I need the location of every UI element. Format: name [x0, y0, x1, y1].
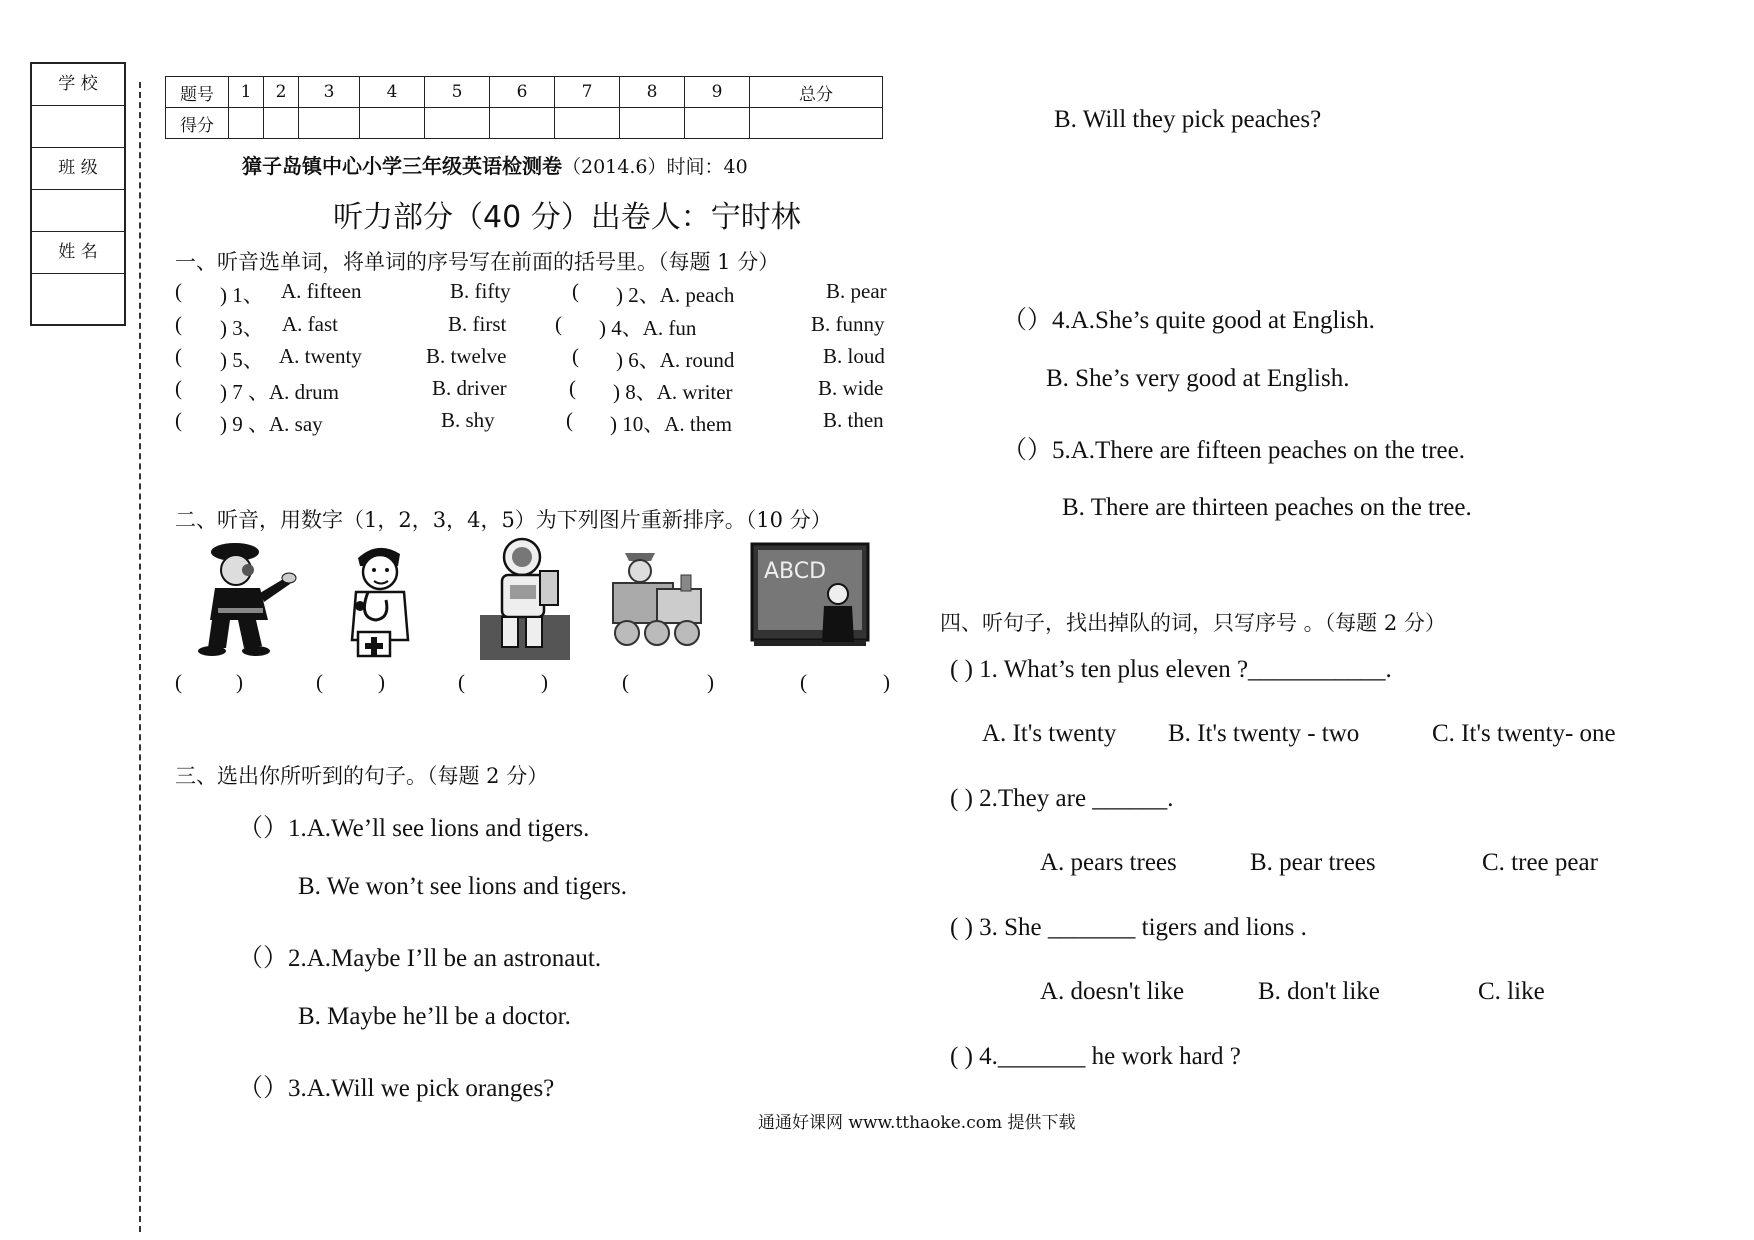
- answer-bracket-close[interactable]: ): [707, 670, 714, 694]
- list-item: ) 9 、A. say: [220, 412, 323, 436]
- section3-item: （）4.A.She’s quite good at English.: [1002, 307, 1375, 334]
- table-header-cell: 4: [360, 77, 425, 108]
- answer-bracket-close[interactable]: ): [883, 670, 890, 694]
- class-label: 班 级: [32, 148, 124, 190]
- section4-question-3: ( ) 3. She _______ tigers and lions .: [950, 914, 1307, 941]
- list-item: B. pear: [826, 279, 887, 303]
- section4-heading: 四、听句子，找出掉队的词，只写序号 。（每题 2 分）: [940, 611, 1446, 635]
- school-label: 学 校: [32, 64, 124, 106]
- section3-item: B. We won’t see lions and tigers.: [298, 873, 627, 900]
- list-item: (: [572, 344, 579, 368]
- list-item: (: [175, 376, 182, 400]
- teacher-image: [750, 542, 870, 650]
- score-cell[interactable]: [750, 108, 883, 139]
- school-field[interactable]: [32, 106, 124, 148]
- list-item: (: [572, 279, 579, 303]
- answer-bracket-close[interactable]: ): [541, 670, 548, 694]
- policeman-image: [190, 538, 300, 658]
- table-header-cell: 6: [490, 77, 555, 108]
- answer-bracket-open[interactable]: (: [622, 670, 629, 694]
- list-item: ) 2、A. peach: [616, 283, 735, 307]
- score-cell[interactable]: [229, 108, 264, 139]
- section4-question-4: ( ) 4._______ he work hard ?: [950, 1043, 1241, 1070]
- list-item: B. driver: [432, 376, 507, 400]
- answer-bracket-open[interactable]: (: [800, 670, 807, 694]
- section3-heading: 三、选出你所听到的句子。（每题 2 分）: [175, 764, 549, 788]
- list-item: B. first: [448, 312, 507, 336]
- list-item: B. wide: [818, 376, 884, 400]
- list-item: ) 1、: [220, 283, 264, 307]
- score-cell[interactable]: [299, 108, 360, 139]
- score-cell[interactable]: [425, 108, 490, 139]
- list-item: (: [175, 344, 182, 368]
- answer-bracket-open[interactable]: (: [316, 670, 323, 694]
- list-item: (: [566, 408, 573, 432]
- list-item: ) 3、: [220, 316, 264, 340]
- train-driver-image: [605, 545, 710, 650]
- section4-question-1: ( ) 1. What’s ten plus eleven ?___________.: [950, 656, 1392, 683]
- score-table: [165, 76, 883, 139]
- list-item: (: [175, 279, 182, 303]
- section3-item: B. She’s very good at English.: [1046, 365, 1350, 392]
- section3-item: （）1.A.We’ll see lions and tigers.: [238, 815, 590, 842]
- score-row-label: 得分: [166, 108, 229, 139]
- list-item: ) 6、A. round: [616, 348, 735, 372]
- question-3-option-a: A. doesn't like: [1040, 978, 1185, 1005]
- score-row: [166, 108, 883, 139]
- question-3-option-b: B. don't like: [1258, 978, 1380, 1005]
- table-header-cell: 3: [299, 77, 360, 108]
- astronaut-image: [480, 535, 570, 660]
- table-header-cell: 9: [685, 77, 750, 108]
- list-item: B. shy: [441, 408, 495, 432]
- list-item: B. then: [823, 408, 884, 432]
- answer-bracket-close[interactable]: ): [378, 670, 385, 694]
- score-cell[interactable]: [685, 108, 750, 139]
- section3-item: （）3.A.Will we pick oranges?: [238, 1075, 555, 1102]
- section3-item: （）5.A.There are fifteen peaches on the tree.: [1002, 437, 1465, 464]
- section4-question-2: ( ) 2.They are ______.: [950, 785, 1174, 812]
- list-item: ) 8、A. writer: [613, 380, 733, 404]
- table-header-cell: 题号: [166, 77, 229, 108]
- exam-title: 獐子岛镇中心小学三年级英语检测卷（2014.6）时间：40: [242, 154, 748, 178]
- doctor-image: [338, 540, 428, 660]
- question-3-option-c: C. like: [1478, 978, 1545, 1005]
- table-header-cell: 1: [229, 77, 264, 108]
- answer-bracket-open[interactable]: (: [458, 670, 465, 694]
- question-2-option-a: A. pears trees: [1040, 849, 1177, 876]
- score-cell[interactable]: [620, 108, 685, 139]
- footer-credit: 通通好课网 www.tthaoke.com 提供下载: [758, 1113, 1076, 1133]
- list-item: B. twelve: [426, 344, 507, 368]
- name-field[interactable]: [32, 274, 124, 315]
- name-label: 姓 名: [32, 232, 124, 274]
- list-item: (: [569, 376, 576, 400]
- question-1-option-b: B. It's twenty - two: [1168, 720, 1360, 747]
- student-info-box: [30, 62, 126, 326]
- list-item: ) 4、A. fun: [599, 316, 697, 340]
- section3-item: B. Will they pick peaches?: [1054, 106, 1322, 133]
- section3-item: B. There are thirteen peaches on the tree.: [1062, 494, 1472, 521]
- question-1-option-a: A. It's twenty: [982, 720, 1117, 747]
- list-item: (: [175, 312, 182, 336]
- list-item: ) 10、A. them: [610, 412, 732, 436]
- list-item: (: [175, 408, 182, 432]
- binding-cut-line: [139, 82, 141, 1232]
- table-header-cell: 5: [425, 77, 490, 108]
- table-header-cell: 7: [555, 77, 620, 108]
- score-cell[interactable]: [490, 108, 555, 139]
- list-item: B. funny: [811, 312, 885, 336]
- class-field[interactable]: [32, 190, 124, 232]
- list-item: B. loud: [823, 344, 885, 368]
- list-item: A. fifteen: [281, 279, 362, 303]
- list-item: (: [555, 312, 562, 336]
- section3-item: B. Maybe he’ll be a doctor.: [298, 1003, 571, 1030]
- answer-bracket-open[interactable]: (: [175, 670, 182, 694]
- list-item: B. fifty: [450, 279, 511, 303]
- question-2-option-b: B. pear trees: [1250, 849, 1376, 876]
- answer-bracket-close[interactable]: ): [236, 670, 243, 694]
- list-item: ) 7 、A. drum: [220, 380, 339, 404]
- list-item: ) 5、: [220, 348, 264, 372]
- table-header-cell: 8: [620, 77, 685, 108]
- question-2-option-c: C. tree pear: [1482, 849, 1598, 876]
- section3-item: （）2.A.Maybe I’ll be an astronaut.: [238, 945, 602, 972]
- list-item: A. fast: [282, 312, 338, 336]
- score-cell[interactable]: [264, 108, 299, 139]
- table-header-cell: 总分: [750, 77, 883, 108]
- table-header-cell: 2: [264, 77, 299, 108]
- section1-heading: 一、听音选单词，将单词的序号写在前面的括号里。（每题 1 分）: [175, 250, 780, 274]
- score-cell[interactable]: [360, 108, 425, 139]
- score-cell[interactable]: [555, 108, 620, 139]
- question-1-option-c: C. It's twenty- one: [1432, 720, 1616, 747]
- exam-subtitle: 听力部分（40 分）出卷人：宁时林: [333, 200, 801, 235]
- blackboard-text: ABCD: [764, 559, 827, 584]
- list-item: A. twenty: [279, 344, 362, 368]
- question-number-row: [166, 77, 883, 108]
- section2-heading: 二、听音，用数字（1，2，3，4，5）为下列图片重新排序。（10 分）: [175, 508, 832, 532]
